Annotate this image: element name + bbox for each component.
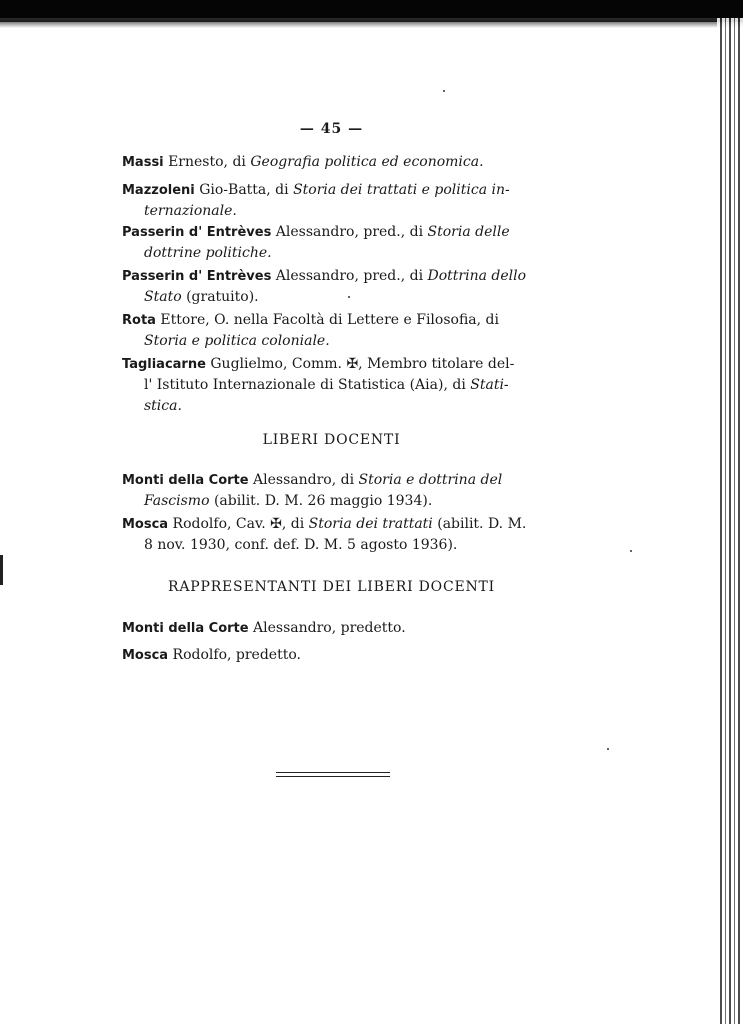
entry-subject: Storia e dottrina del [358, 472, 503, 488]
entry-subject: Geografia politica ed economica. [250, 154, 484, 170]
entry-text: (abilit. D. M. 26 maggio 1934). [209, 493, 433, 509]
entry-subject: stica. [144, 398, 182, 414]
entry [122, 354, 542, 417]
entry [122, 514, 542, 556]
scan-speck [443, 90, 445, 92]
scan-speck [348, 296, 350, 298]
entry-line [122, 396, 542, 417]
entry-name: Passerin d' Entrèves [122, 225, 272, 240]
entry-subject: Storia dei trattati e politica in- [293, 182, 510, 198]
entry-text: Ettore, O. nella Facoltà di Lettere e Filosofia, di [155, 312, 499, 328]
entry-name: Tagliacarne [122, 357, 206, 372]
entry-text: Rodolfo, Cav. ✠, di [168, 516, 309, 532]
entry-text: (abilit. D. M. [432, 516, 527, 532]
entry-name: Mazzoleni [122, 183, 195, 198]
entry-line [122, 310, 542, 331]
entry [122, 470, 542, 512]
entry-line [122, 243, 542, 264]
entry [122, 152, 542, 173]
entry-name: Mosca [122, 648, 169, 663]
entry-subject: Fascismo [144, 493, 210, 509]
rappresentanti-heading: RAPPRESENTANTI DEI LIBERI DOCENTI [168, 579, 495, 595]
entry-line [122, 287, 542, 308]
entry-line [122, 375, 542, 396]
scan-right-edge [717, 18, 743, 1024]
entry-text: l' Istituto Internazionale di Statistica (Aia), di [144, 377, 471, 393]
entry-line [122, 222, 542, 243]
entry-line [122, 618, 542, 639]
entry-line [122, 645, 542, 666]
closing-rule-bottom [276, 776, 390, 777]
entry-text: Rodolfo, predetto. [168, 647, 301, 663]
entry-text: Gio-Batta, di [194, 182, 294, 198]
entry-text: Alessandro, di [248, 472, 359, 488]
liberi-docenti-heading: LIBERI DOCENTI [262, 432, 401, 448]
entry-text: Guglielmo, Comm. ✠, Membro titolare del- [205, 356, 515, 372]
entry [122, 180, 542, 222]
entry-text: Alessandro, predetto. [248, 620, 406, 636]
entry [122, 618, 542, 639]
entry-subject: ternazionale. [144, 203, 237, 219]
entry [122, 222, 542, 264]
entry-text: 8 nov. 1930, conf. def. D. M. 5 agosto 1936). [144, 537, 458, 553]
entry-text: Ernesto, di [163, 154, 251, 170]
entry-line [122, 201, 542, 222]
entry-text: Alessandro, pred., di [271, 224, 428, 240]
entry-name: Monti della Corte [122, 473, 249, 488]
entry-line [122, 354, 542, 375]
entry-subject: Storia dei trattati [308, 516, 433, 532]
entry-line [122, 491, 542, 512]
entry-line [122, 266, 542, 287]
closing-rule-top [276, 772, 390, 773]
entry-name: Rota [122, 313, 156, 328]
entry-line [122, 514, 542, 535]
scan-speck [630, 550, 632, 552]
entry-name: Passerin d' Entrèves [122, 269, 272, 284]
entry-text: (gratuito). [181, 289, 259, 305]
entry [122, 310, 542, 352]
entry-name: Massi [122, 155, 164, 170]
entry [122, 645, 542, 666]
entry-subject: Stati- [470, 377, 509, 393]
scan-speck [607, 748, 609, 750]
entry-line [122, 331, 542, 352]
entry-line [122, 535, 542, 556]
entry-line [122, 152, 542, 173]
entry-name: Monti della Corte [122, 621, 249, 636]
entry-subject: Dottrina dello [427, 268, 527, 284]
page-number: — 45 — [299, 121, 364, 137]
entry-line [122, 180, 542, 201]
entry-text: Alessandro, pred., di [271, 268, 428, 284]
entry-subject: Storia e politica coloniale. [144, 333, 330, 349]
entry-subject: Storia delle [427, 224, 510, 240]
entry-name: Mosca [122, 517, 169, 532]
entry [122, 266, 542, 308]
entry-subject: Stato [144, 289, 182, 305]
entry-line [122, 470, 542, 491]
scan-top-shadow [0, 18, 743, 28]
entry-subject: dottrine politiche. [144, 245, 272, 261]
